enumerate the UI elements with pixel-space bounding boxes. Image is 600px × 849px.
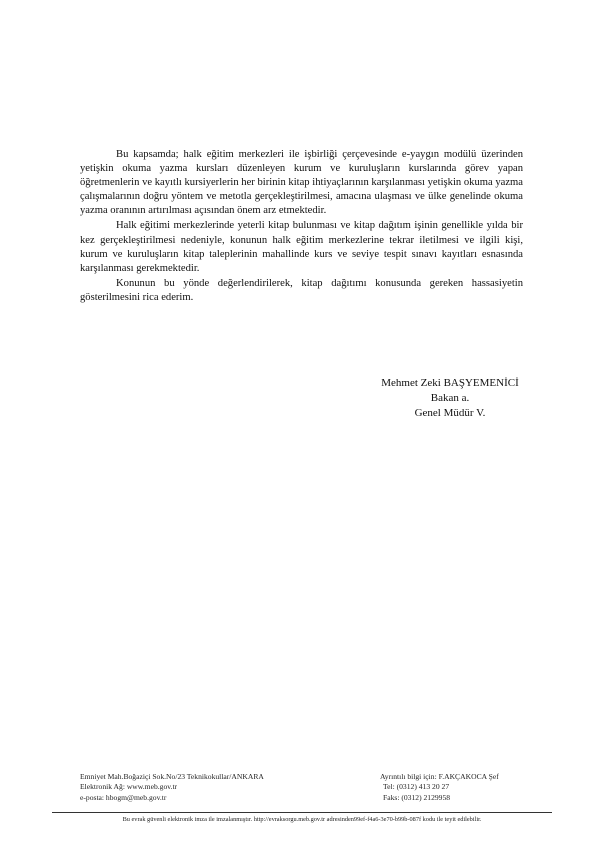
- footer-contact-block: [380, 772, 560, 803]
- signatory-name: Mehmet Zeki BAŞYEMENİCİ: [381, 377, 519, 389]
- signature-block: [340, 376, 560, 421]
- footer-email: e-posta: hbogm@meb.gov.tr: [80, 792, 167, 802]
- signatory-role: Bakan a.: [430, 392, 470, 404]
- footer-fax: Faks: (0312) 2129958: [383, 792, 451, 802]
- letter-body: [80, 148, 523, 306]
- signatory-title: Genel Müdür V.: [414, 407, 486, 419]
- letter-paragraph-3: Konunun bu yönde değerlendirilerek, kitap dağıtımı konusunda gereken hassasiyetin gösterilmesini rica ederim.: [80, 277, 523, 303]
- letter-paragraph-1: Bu kapsamda; halk eğitim merkezleri ile işbirliği çerçevesinde e-yaygın modülü üzerinden yetişkin okuma yazma kursları düzenleyen kurum ve kuruluşların kurslarında görev yapan öğretmenlerin ve kayıtlı kursiyerlerin her birinin kitap ihtiyaçlarının karşılanması yetişkin okuma yazma çalışmalarının doğru yöntem ve metotla gerçekleştirilmesi, amacına ulaşması ve ülke genelinde okuma yazma oranının artırılması açısından önem arz etmektedir.: [80, 149, 523, 217]
- e-signature-verification-note: Bu evrak güvenli elektronik imza ile imzalanmıştır. http://evraksorgu.meb.gov.tr adresinden99ef-f4a6-3e70-b99b-087f kodu ile teyit edilebilir.: [52, 812, 552, 824]
- footer-website: Elektronik Ağ: www.meb.gov.tr: [80, 782, 178, 792]
- footer-address: Emniyet Mah.Boğaziçi Sok.No/23 Teknikokullar/ANKARA: [80, 772, 264, 781]
- letter-paragraph-2: Halk eğitimi merkezlerinde yeterli kitap bulunması ve kitap dağıtım işinin genellikle yılda bir kez gerçekleştirilmesi nedeniyle, konunun halk eğitim merkezlerine tekrar iletilmesi ve ilgili kişi, kurum ve kuruluşların kitap taleplerinin mahallinde kurs ve seviye tespit sınavı kayıtları esnasında karşılanması gerekmektedir.: [80, 220, 523, 274]
- footer-phone: Tel: (0312) 413 20 27: [383, 782, 450, 792]
- footer-address-block: [80, 772, 340, 803]
- footer-contact-person: Ayrıntılı bilgi için: F.AKÇAKOCA Şef: [380, 772, 499, 781]
